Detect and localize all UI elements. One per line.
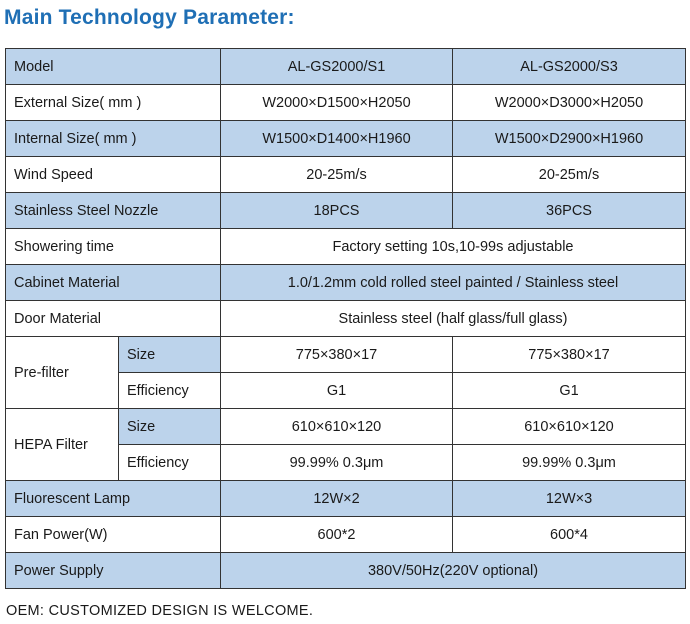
cell-s3: 610×610×120 [453,409,686,445]
table-row [6,337,686,373]
spec-table [5,48,686,589]
cell-s3: 20-25m/s [453,157,686,193]
row-label: External Size( mm ) [6,85,221,121]
table-row [6,193,686,229]
table-row [6,229,686,265]
model-s3: AL-GS2000/S3 [453,49,686,85]
page-title: Main Technology Parameter: [4,6,295,29]
row-label: Cabinet Material [6,265,221,301]
cell-s3: 600*4 [453,517,686,553]
cell-s3: 775×380×17 [453,337,686,373]
cell-s1: W1500×D1400×H1960 [221,121,453,157]
cell-s3: 99.99% 0.3μm [453,445,686,481]
table-row [6,517,686,553]
cell-s3: 36PCS [453,193,686,229]
table-row [6,85,686,121]
model-label: Model [6,49,221,85]
cell-s3: W1500×D2900×H1960 [453,121,686,157]
group-label-hepa-filter: HEPA Filter [6,409,119,481]
cell-s3: W2000×D3000×H2050 [453,85,686,121]
cell-s3: G1 [453,373,686,409]
table-row [6,301,686,337]
table-header-row [6,49,686,85]
row-label: Fan Power(W) [6,517,221,553]
cell-s1: 775×380×17 [221,337,453,373]
row-label: Power Supply [6,553,221,589]
cell-merged: 1.0/1.2mm cold rolled steel painted / Stainless steel [221,265,686,301]
sub-label: Size [119,409,221,445]
cell-merged: 380V/50Hz(220V optional) [221,553,686,589]
cell-s1: 600*2 [221,517,453,553]
group-label-pre-filter: Pre-filter [6,337,119,409]
table-row [6,553,686,589]
cell-s1: 12W×2 [221,481,453,517]
row-label: Internal Size( mm ) [6,121,221,157]
row-label: Stainless Steel Nozzle [6,193,221,229]
sub-label: Efficiency [119,373,221,409]
table-row [6,157,686,193]
table-row [6,121,686,157]
cell-s1: 99.99% 0.3μm [221,445,453,481]
sub-label: Size [119,337,221,373]
row-label: Wind Speed [6,157,221,193]
cell-s1: 610×610×120 [221,409,453,445]
row-label: Showering time [6,229,221,265]
sub-label: Efficiency [119,445,221,481]
row-label: Door Material [6,301,221,337]
cell-s1: W2000×D1500×H2050 [221,85,453,121]
table-row [6,481,686,517]
cell-merged: Factory setting 10s,10-99s adjustable [221,229,686,265]
cell-merged: Stainless steel (half glass/full glass) [221,301,686,337]
cell-s3: 12W×3 [453,481,686,517]
table-row [6,265,686,301]
cell-s1: 20-25m/s [221,157,453,193]
model-s1: AL-GS2000/S1 [221,49,453,85]
cell-s1: G1 [221,373,453,409]
cell-s1: 18PCS [221,193,453,229]
oem-note: OEM: CUSTOMIZED DESIGN IS WELCOME. [6,603,314,619]
row-label: Fluorescent Lamp [6,481,221,517]
table-row [6,409,686,445]
